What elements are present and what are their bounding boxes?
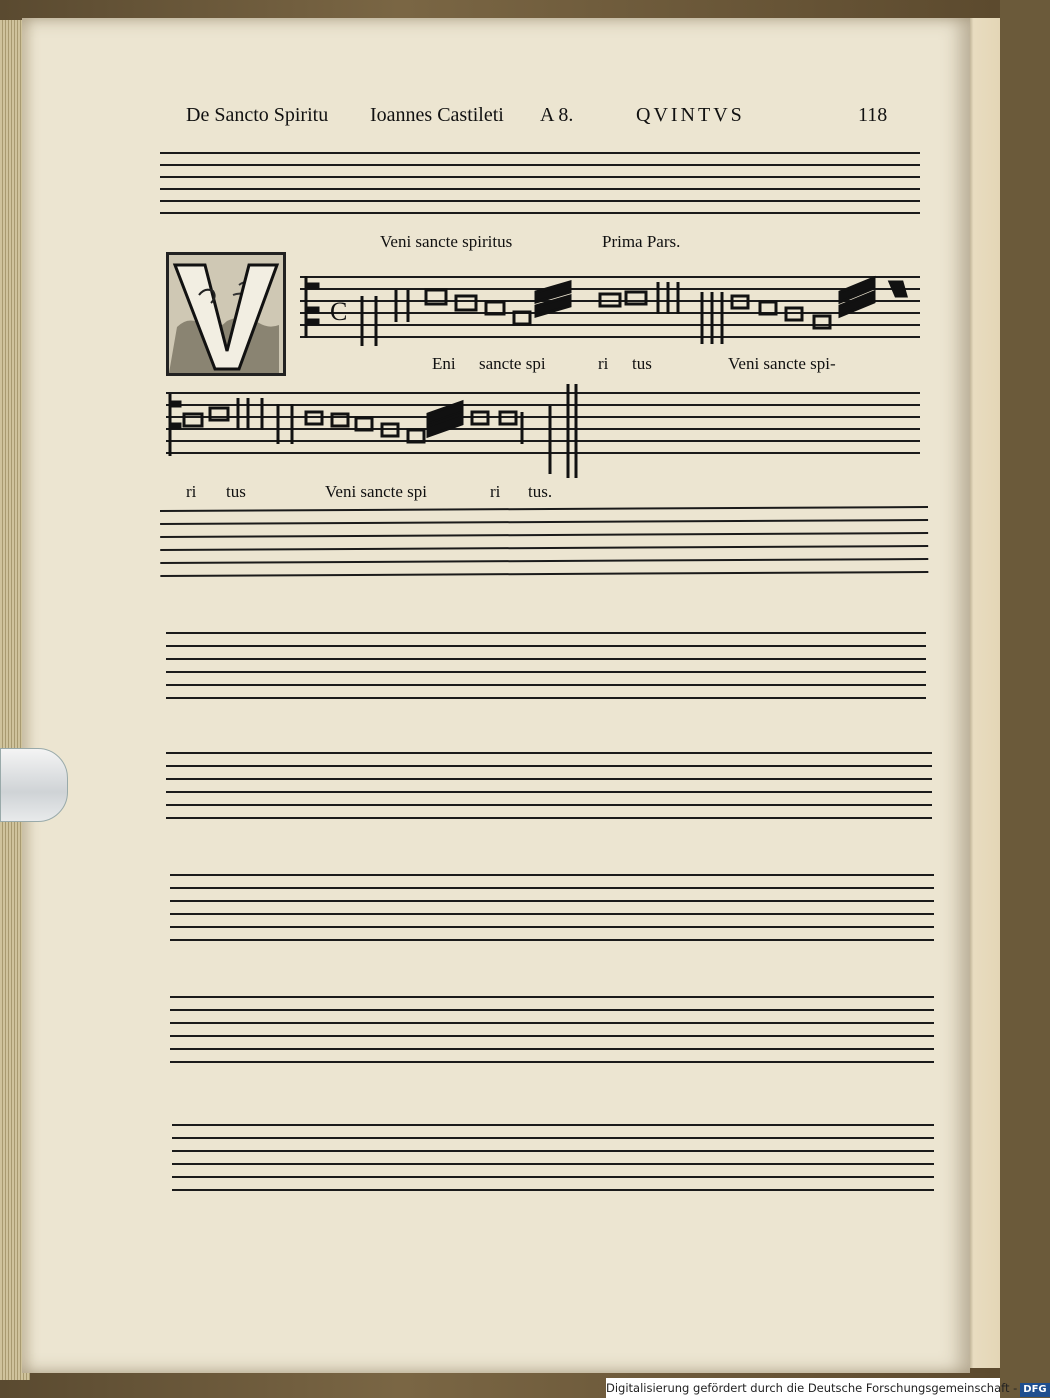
page-clip	[0, 748, 68, 822]
lyric-2-4: ri	[490, 482, 501, 501]
digitization-footer	[606, 1378, 1047, 1398]
section-label: Prima Pars.	[602, 232, 681, 251]
header-feast: De Sancto Spiritu	[186, 104, 329, 126]
decorated-initial-v	[166, 252, 286, 376]
lyric-1-1: Eni	[432, 354, 456, 373]
notation-staff-2	[166, 384, 586, 480]
dfg-logo: DFG	[1020, 1383, 1049, 1397]
header-composer: Ioannes Castileti	[370, 104, 504, 126]
lyric-2-5: tus.	[528, 482, 553, 501]
footer-text: Digitalisierung gefördert durch die Deutsche Forschungsgemeinschaft -	[606, 1381, 1018, 1395]
header-voices: A 8.	[540, 104, 574, 126]
page-number: 118	[858, 104, 888, 126]
lyric-1-4: tus	[632, 354, 652, 373]
lyric-1-5: Veni sancte spi-	[728, 354, 836, 373]
scanned-page	[22, 18, 970, 1373]
lyric-2-2: tus	[226, 482, 246, 501]
header-part: QVINTVS	[636, 104, 745, 126]
notation-staff-1	[300, 262, 920, 362]
lyric-1-2: sancte spi	[479, 354, 546, 373]
lyric-2-3: Veni sancte spi	[325, 482, 427, 501]
svg-text:C: C	[330, 297, 348, 326]
lyric-1-3: ri	[598, 354, 609, 373]
lyric-2-1: ri	[186, 482, 197, 501]
motet-title: Veni sancte spiritus	[380, 232, 513, 251]
